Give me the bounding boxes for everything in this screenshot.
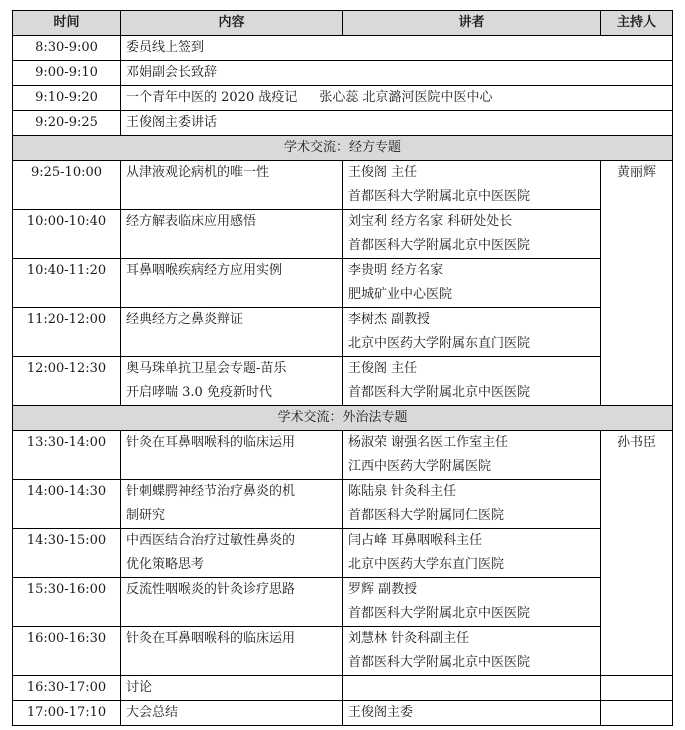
content-cell <box>121 86 673 111</box>
host-cell-empty <box>601 676 673 701</box>
time-cell: 9:20-9:25 <box>13 111 121 136</box>
session-header-row <box>13 406 673 431</box>
content-cell: 邓娟副会长致辞 <box>121 61 673 86</box>
host-cell: 黄丽辉 <box>601 161 673 406</box>
content-line: 制研究 <box>126 508 166 523</box>
content-cell <box>121 161 343 210</box>
content-cell <box>121 210 343 259</box>
header-host: 主持人 <box>601 11 673 36</box>
content-line: 针灸在耳鼻咽喉科的临床运用 <box>126 435 296 450</box>
header-row <box>13 11 673 36</box>
affiliation-line: 肥城矿业中心医院 <box>348 287 453 302</box>
table-row <box>13 111 673 136</box>
speaker-cell <box>343 676 601 701</box>
time-cell: 13:30-14:00 <box>13 431 121 480</box>
header-content: 内容 <box>121 11 343 36</box>
affiliation-line: 首都医科大学附属北京中医医院 <box>348 189 531 204</box>
speaker-line: 杨淑荣 谢强名医工作室主任 <box>348 435 509 450</box>
time-cell: 14:30-15:00 <box>13 529 121 578</box>
content-cell <box>121 480 343 529</box>
time-cell: 16:30-17:00 <box>13 676 121 701</box>
table-row <box>13 210 673 259</box>
table-row <box>13 701 673 726</box>
speaker-line: 闫占峰 耳鼻咽喉科主任 <box>348 533 483 548</box>
time-cell: 17:00-17:10 <box>13 701 121 726</box>
table-row <box>13 259 673 308</box>
time-cell: 11:20-12:00 <box>13 308 121 357</box>
speaker-line: 李贵明 经方名家 <box>348 263 444 278</box>
speaker-cell <box>343 308 601 357</box>
table-row <box>13 529 673 578</box>
content-cell <box>121 578 343 627</box>
time-cell: 8:30-9:00 <box>13 36 121 61</box>
time-cell: 9:10-9:20 <box>13 86 121 111</box>
host-cell: 孙书臣 <box>601 431 673 676</box>
content-line: 开启哮喘 3.0 免疫新时代 <box>126 385 272 400</box>
speaker-line: 李树杰 副教授 <box>348 312 431 327</box>
content-cell: 大会总结 <box>121 701 343 726</box>
session-title: 学术交流：经方专题 <box>13 136 673 161</box>
speaker-line: 刘慧林 针灸科副主任 <box>348 631 470 646</box>
affiliation-line: 首都医科大学附属北京中医医院 <box>348 606 531 621</box>
content-line: 耳鼻咽喉疾病经方应用实例 <box>126 263 283 278</box>
content-line: 奥马珠单抗卫星会专题-苗乐 <box>126 361 287 376</box>
time-cell: 15:30-16:00 <box>13 578 121 627</box>
speaker-cell <box>343 431 601 480</box>
affiliation-line: 首都医科大学附属北京中医医院 <box>348 238 531 253</box>
table-row <box>13 578 673 627</box>
session-header-row <box>13 136 673 161</box>
host-cell-empty <box>601 701 673 726</box>
speaker-line: 刘宝利 经方名家 科研处处长 <box>348 214 513 229</box>
speaker-line: 王俊阁 主任 <box>348 361 418 376</box>
content-cell <box>121 259 343 308</box>
speaker-line: 陈陆泉 针灸科主任 <box>348 484 457 499</box>
content-cell <box>121 627 343 676</box>
table-row <box>13 86 673 111</box>
header-time: 时间 <box>13 11 121 36</box>
affiliation-line: 江西中医药大学附属医院 <box>348 459 492 474</box>
speaker-cell <box>343 480 601 529</box>
time-cell: 16:00-16:30 <box>13 627 121 676</box>
speaker-cell <box>343 259 601 308</box>
content-line: 针灸在耳鼻咽喉科的临床运用 <box>126 631 296 646</box>
content-cell <box>121 431 343 480</box>
table-row <box>13 676 673 701</box>
header-speaker: 讲者 <box>343 11 601 36</box>
table-row <box>13 161 673 210</box>
affiliation-line: 首都医科大学附属北京中医医院 <box>348 385 531 400</box>
talk-title: 一个青年中医的 2020 战疫记 <box>126 90 298 105</box>
speaker-line: 罗辉 副教授 <box>348 582 418 597</box>
time-cell: 10:40-11:20 <box>13 259 121 308</box>
time-cell: 12:00-12:30 <box>13 357 121 406</box>
time-cell: 9:00-9:10 <box>13 61 121 86</box>
schedule-table <box>12 10 673 726</box>
content-line: 优化策略思考 <box>126 557 205 572</box>
speaker-name: 张心蕊 北京潞河医院中医中心 <box>319 90 493 105</box>
content-cell: 讨论 <box>121 676 343 701</box>
time-cell: 9:25-10:00 <box>13 161 121 210</box>
table-row <box>13 627 673 676</box>
content-cell: 委员线上签到 <box>121 36 673 61</box>
content-cell <box>121 529 343 578</box>
content-line: 从津液观论病机的唯一性 <box>126 165 270 180</box>
speaker-cell <box>343 357 601 406</box>
affiliation-line: 首都医科大学附属北京中医医院 <box>348 655 531 670</box>
table-row <box>13 36 673 61</box>
content-line: 经典经方之鼻炎辩证 <box>126 312 244 327</box>
speaker-line: 王俊阁 主任 <box>348 165 418 180</box>
speaker-cell <box>343 161 601 210</box>
table-row <box>13 480 673 529</box>
session-title: 学术交流：外治法专题 <box>13 406 673 431</box>
content-line: 经方解表临床应用感悟 <box>126 214 257 229</box>
affiliation-line: 首都医科大学附属同仁医院 <box>348 508 505 523</box>
table-row <box>13 357 673 406</box>
time-cell: 10:00-10:40 <box>13 210 121 259</box>
table-row <box>13 61 673 86</box>
content-cell: 王俊阁主委讲话 <box>121 111 673 136</box>
speaker-cell <box>343 627 601 676</box>
affiliation-line: 北京中医药大学附属东直门医院 <box>348 336 531 351</box>
content-cell <box>121 357 343 406</box>
table-row <box>13 431 673 480</box>
speaker-cell <box>343 578 601 627</box>
content-cell <box>121 308 343 357</box>
table-row <box>13 308 673 357</box>
speaker-cell: 王俊阁主委 <box>343 701 601 726</box>
speaker-cell <box>343 529 601 578</box>
affiliation-line: 北京中医药大学东直门医院 <box>348 557 505 572</box>
content-line: 中西医结合治疗过敏性鼻炎的 <box>126 533 296 548</box>
time-cell: 14:00-14:30 <box>13 480 121 529</box>
content-line: 针刺蝶腭神经节治疗鼻炎的机 <box>126 484 296 499</box>
content-line: 反流性咽喉炎的针灸诊疗思路 <box>126 582 296 597</box>
speaker-cell <box>343 210 601 259</box>
